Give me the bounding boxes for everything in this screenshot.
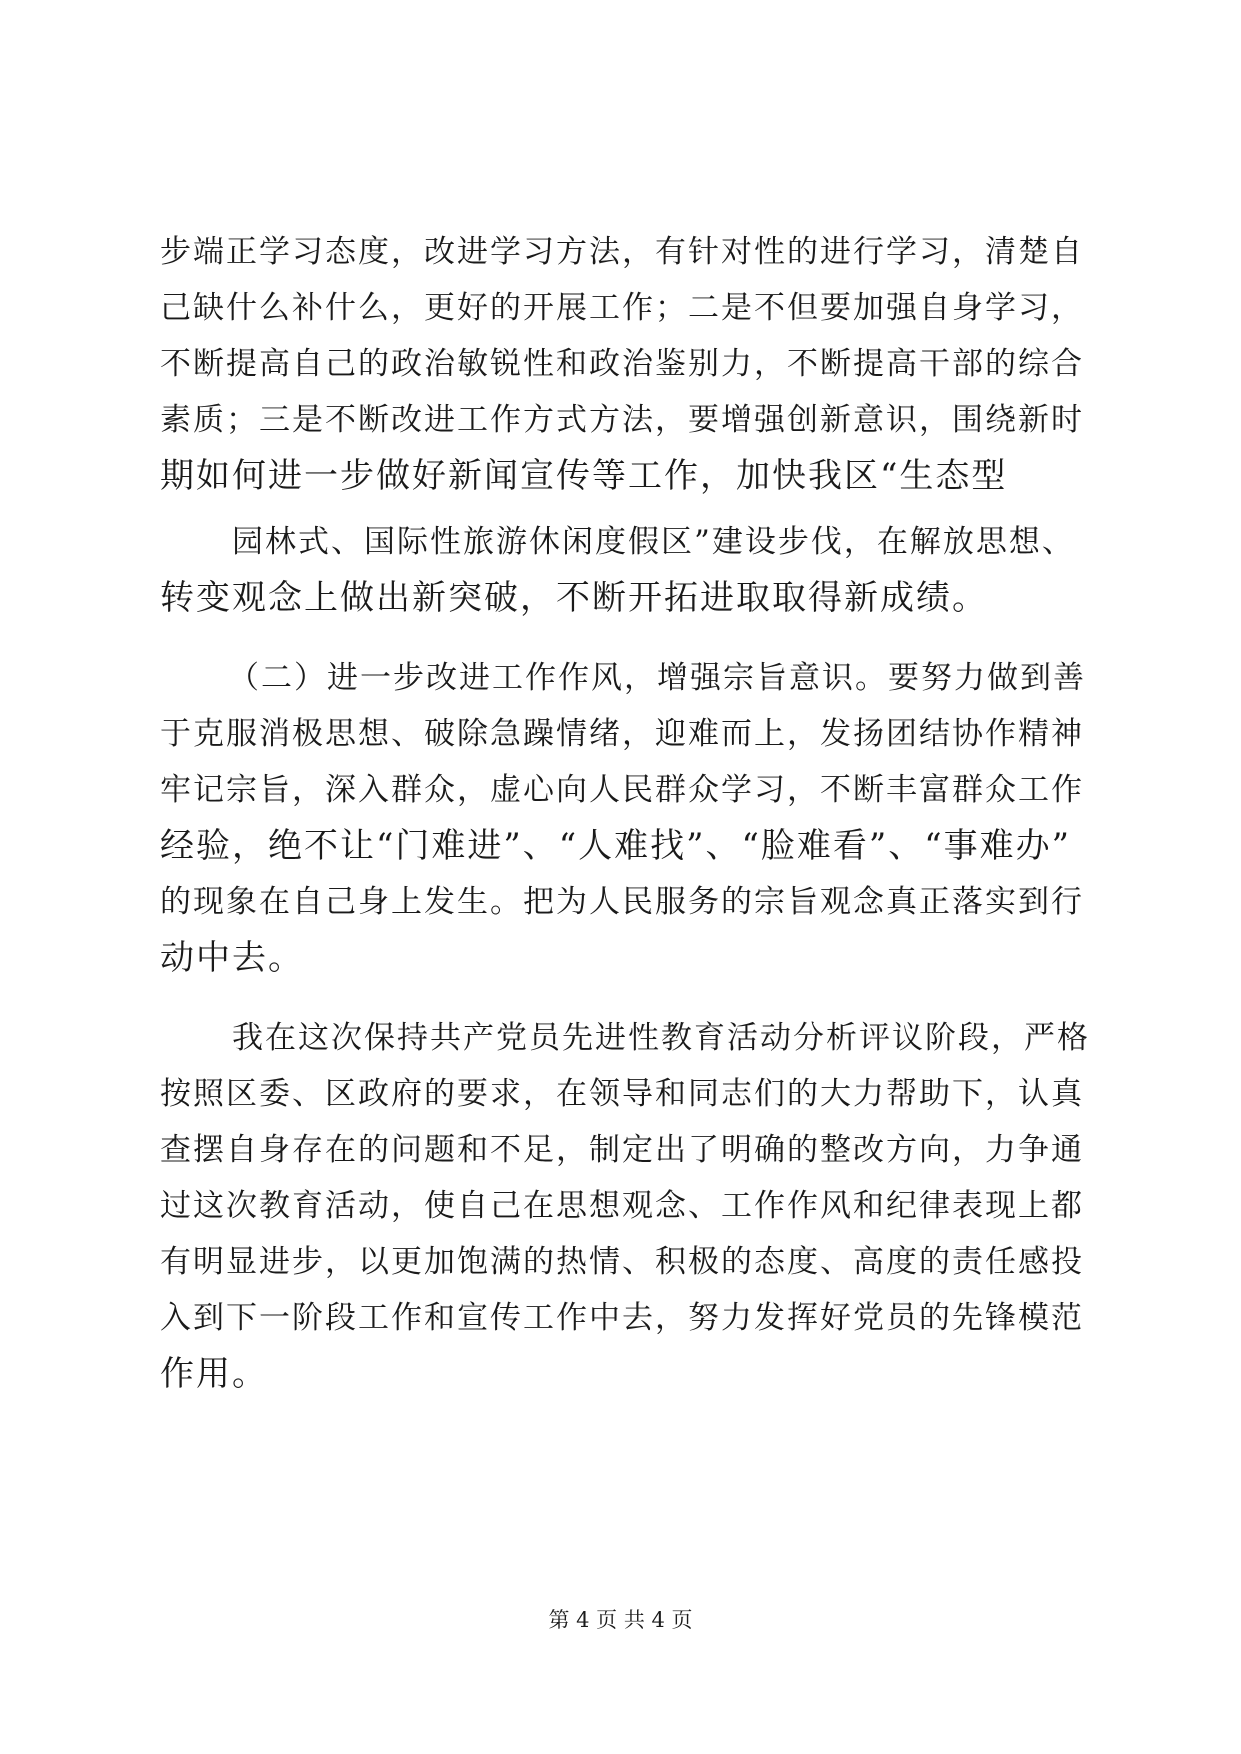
body-line-17: 过这次教育活动，使自己在思想观念、工作作风和纪律表现上都 — [160, 1188, 1084, 1224]
body-line-14: 我在这次保持共产党员先进性教育活动分析评议阶段，严格 — [232, 1020, 1090, 1056]
body-line-3: 不断提高自己的政治敏锐性和政治鉴别力，不断提高干部的综合 — [160, 346, 1084, 382]
body-line-13: 动中去。 — [160, 938, 304, 978]
body-line-11: 经验，绝不让“门难进”、“人难找”、“脸难看”、“事难办” — [160, 826, 1072, 866]
body-line-2: 己缺什么补什么，更好的开展工作；二是不但要加强自身学习， — [160, 290, 1084, 326]
body-line-8: （二）进一步改进工作作风，增强宗旨意识。要努力做到善 — [228, 660, 1086, 696]
body-line-18: 有明显进步，以更加饱满的热情、积极的态度、高度的责任感投 — [160, 1244, 1084, 1280]
body-line-4: 素质；三是不断改进工作方式方法，要增强创新意识，围绕新时 — [160, 402, 1084, 438]
body-line-1: 步端正学习态度，改进学习方法，有针对性的进行学习，清楚自 — [160, 234, 1084, 270]
body-line-5: 期如何进一步做好新闻宣传等工作，加快我区“生态型 — [160, 456, 1008, 496]
body-line-20: 作用。 — [160, 1354, 268, 1394]
body-line-15: 按照区委、区政府的要求，在领导和同志们的大力帮助下，认真 — [160, 1076, 1084, 1112]
body-line-6: 园林式、国际性旅游休闲度假区”建设步伐，在解放思想、 — [232, 524, 1075, 560]
body-line-19: 入到下一阶段工作和宣传工作中去，努力发挥好党员的先锋模范 — [160, 1300, 1084, 1336]
page-number-footer: 第 4 页 共 4 页 — [548, 1608, 693, 1632]
body-line-9: 于克服消极思想、破除急躁情绪，迎难而上，发扬团结协作精神 — [160, 716, 1084, 752]
body-line-7: 转变观念上做出新突破，不断开拓进取取得新成绩。 — [160, 578, 988, 618]
body-line-10: 牢记宗旨，深入群众，虚心向人民群众学习，不断丰富群众工作 — [160, 772, 1084, 808]
body-line-16: 查摆自身存在的问题和不足，制定出了明确的整改方向，力争通 — [160, 1132, 1084, 1168]
body-line-12: 的现象在自己身上发生。把为人民服务的宗旨观念真正落实到行 — [160, 884, 1084, 920]
